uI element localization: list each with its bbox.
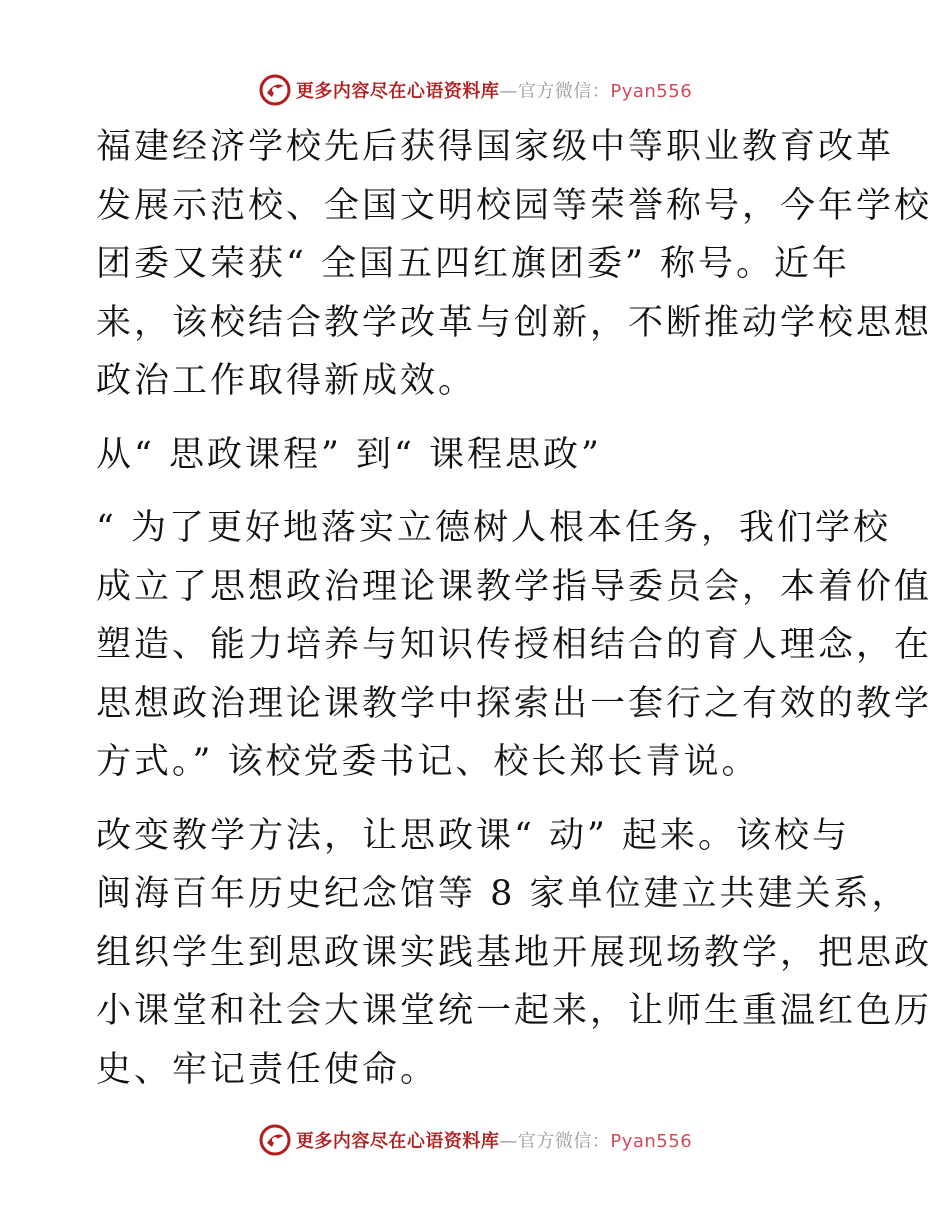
- text-line: 成立了思想政治理论课教学指导委员会，本着价值: [96, 566, 933, 607]
- watermark-official-label: 官方微信：: [517, 1131, 611, 1152]
- text-line: 福建经济学校先后获得国家级中等职业教育改革: [96, 127, 895, 167]
- watermark-handle: Pyan556: [610, 81, 693, 102]
- text-line: 思想政治理论课教学中探索出一套行之有效的教学: [96, 683, 933, 724]
- paragraph-school-honors: [96, 118, 933, 411]
- text-line: 史、牢记责任使命。: [96, 1049, 439, 1090]
- header-watermark-banner: [0, 70, 950, 110]
- red-swirl-logo-icon: [258, 73, 292, 107]
- text-line: 组织学生到思政课实践基地开展现场教学，把思政: [96, 932, 933, 973]
- watermark-handle: Pyan556: [610, 1131, 693, 1152]
- watermark-brand: 更多内容尽在心语资料库: [295, 1131, 500, 1152]
- watermark-separator: —: [499, 1131, 518, 1152]
- red-swirl-logo-icon: [258, 1123, 292, 1157]
- section-heading: 从“ 思政课程” 到“ 课程思政”: [96, 434, 602, 475]
- watermark-text: [296, 77, 692, 103]
- watermark-text: [296, 1127, 692, 1153]
- paragraph-teaching-methods: [96, 807, 933, 1100]
- paragraph-quote: [96, 499, 933, 792]
- watermark-official-label: 官方微信：: [517, 81, 611, 102]
- footer-watermark-banner: [0, 1120, 950, 1160]
- text-line: 发展示范校、全国文明校园等荣誉称号，今年学校: [96, 185, 933, 226]
- text-line: 改变教学方法，让思政课“ 动” 起来。该校与: [96, 815, 851, 856]
- text-line: 塑造、能力培养与知识传授相结合的育人理念，在: [96, 625, 933, 665]
- text-line: 团委又荣获“ 全国五四红旗团委” 称号。近年: [96, 244, 851, 284]
- text-line: 来，该校结合教学改革与创新，不断推动学校思想: [96, 302, 933, 343]
- text-line: 方式。” 该校党委书记、校长郑长青说。: [96, 742, 760, 782]
- watermark-separator: —: [499, 81, 518, 102]
- text-line: 闽海百年历史纪念馆等 8 家单位建立共建关系，: [96, 874, 910, 914]
- text-line: 政治工作取得新成效。: [96, 361, 477, 401]
- watermark-brand: 更多内容尽在心语资料库: [295, 81, 500, 102]
- document-body: [96, 118, 933, 1099]
- text-line: “ 为了更好地落实立德树人根本任务，我们学校: [96, 508, 892, 548]
- text-line: 小课堂和社会大课堂统一起来，让师生重温红色历: [96, 991, 933, 1031]
